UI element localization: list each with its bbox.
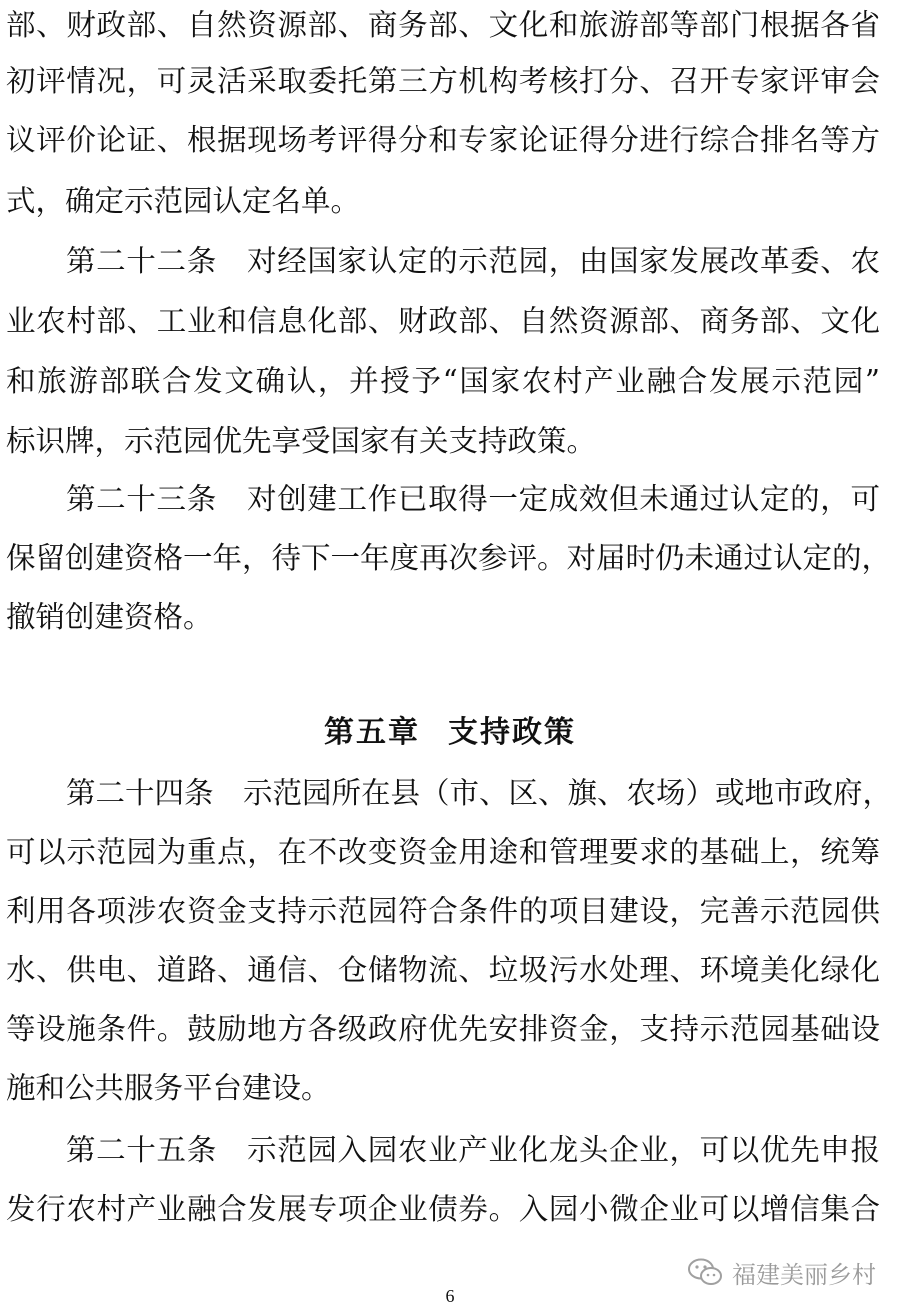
text-line: 议评价论证、根据现场考评得分和专家论证得分进行综合排名等方 — [6, 123, 880, 157]
text-line: 式，确定示范园认定名单。 — [6, 184, 361, 218]
text-line: 利用各项涉农资金支持示范园符合条件的项目建设，完善示范园供 — [6, 894, 880, 928]
text-line: 部、财政部、自然资源部、商务部、文化和旅游部等部门根据各省 — [6, 8, 880, 42]
text-line: 标识牌，示范园优先享受国家有关支持政策。 — [6, 424, 597, 458]
chapter-heading — [0, 708, 900, 758]
text-line: 业农村部、工业和信息化部、财政部、自然资源部、商务部、文化 — [6, 304, 880, 338]
text-line: 发行农村产业融合发展专项企业债券。入园小微企业可以增信集合 — [6, 1192, 880, 1226]
text-line: 可以示范园为重点，在不改变资金用途和管理要求的基础上，统筹 — [6, 835, 880, 869]
article-24-first-line: 第二十四条 示范园所在县（市、区、旗、农场）或地市政府， — [66, 776, 893, 810]
text-line: 保留创建资格一年，待下一年度再次参评。对届时仍未通过认定的， — [6, 541, 892, 575]
chapter-title: 支持政策 — [448, 715, 576, 750]
chapter-number: 第五章 — [324, 715, 420, 750]
wechat-icon — [686, 1257, 724, 1287]
text-line: 施和公共服务平台建设。 — [6, 1071, 331, 1105]
watermark-text: 福建美丽乡村 — [732, 1260, 876, 1289]
text-line: 初评情况，可灵活采取委托第三方机构考核打分、召开专家评审会 — [6, 64, 880, 98]
article-22-first-line: 第二十二条 对经国家认定的示范园，由国家发展改革委、农 — [66, 244, 880, 278]
article-23-first-line: 第二十三条 对创建工作已取得一定成效但未通过认定的，可 — [66, 482, 880, 516]
page-number: 6 — [445, 1286, 455, 1306]
text-line: 和旅游部联合发文确认，并授予“国家农村产业融合发展示范园” — [6, 364, 880, 398]
text-line: 等设施条件。鼓励地方各级政府优先安排资金，支持示范园基础设 — [6, 1012, 880, 1046]
text-line: 撤销创建资格。 — [6, 600, 213, 634]
text-line: 水、供电、道路、通信、仓储物流、垃圾污水处理、环境美化绿化 — [6, 953, 880, 987]
article-25-first-line: 第二十五条 示范园入园农业产业化龙头企业，可以优先申报 — [66, 1133, 880, 1167]
